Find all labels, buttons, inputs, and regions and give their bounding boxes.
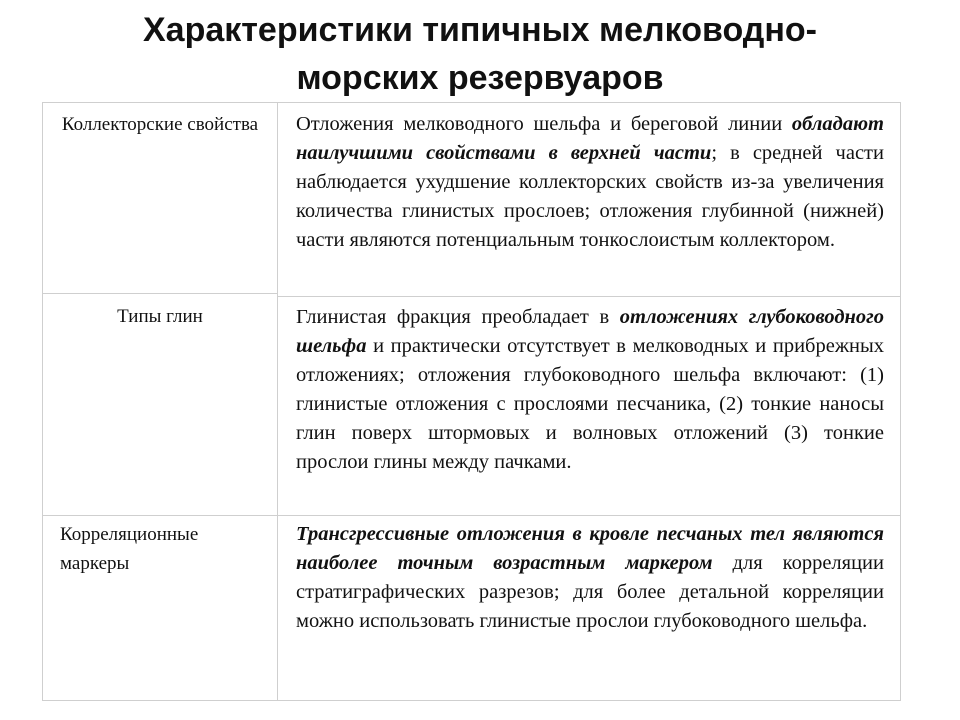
emphasis-segment: Трансгрессивные отложения в кровле песчаных тел являются наиболее точным возрастным маркером bbox=[296, 523, 884, 574]
text-segment: Глинистая фракция преобладает в bbox=[296, 306, 620, 328]
title-line-1: Характеристики типичных мелководно- bbox=[143, 11, 817, 49]
row-divider-1-right bbox=[277, 296, 901, 297]
column-divider bbox=[277, 102, 278, 701]
row-divider-2 bbox=[42, 515, 901, 516]
emphasis-segment: обладают наилучшими свойствами в верхней части bbox=[296, 113, 884, 164]
text-segment: для корреляции стратиграфических разрезов; для более детальной корреляции можно использовать глинистые прослои глубоководного шельфа. bbox=[296, 552, 885, 632]
text-segment: и практически отсутствует в мелководных и прибрежных отложениях; отложения глубоководного шельфа включают: (1) глинистые отложения с прослоями песчаника, (2) тонкие наносы глин поверх штормовых и волновых отложений (3) тонкие прослои глины между пачками. bbox=[296, 335, 884, 473]
row-content-correlation-markers bbox=[296, 520, 884, 636]
emphasis-segment: отложениях глубоководного шельфа bbox=[296, 306, 884, 357]
title-line-2: морских резервуаров bbox=[296, 59, 664, 97]
text-segment: ; в средней части наблюдается ухудшение коллекторских свойств из-за увеличения количества глинистых прослоев; отложения глубинной (нижней) части являются потенциальным тонкослоистым коллектором. bbox=[296, 142, 884, 251]
row-content-reservoir-properties bbox=[296, 110, 884, 255]
row-label-clay-types: Типы глин bbox=[117, 306, 203, 327]
row-divider-1-left bbox=[42, 293, 277, 294]
page-title bbox=[0, 6, 960, 102]
row-label-reservoir-properties: Коллекторские свойства bbox=[61, 114, 259, 135]
row-content-clay-types bbox=[296, 303, 884, 477]
row-label-correlation-markers: Корреляционные маркеры bbox=[60, 524, 199, 574]
text-segment: Отложения мелководного шельфа и береговой линии bbox=[296, 113, 792, 135]
